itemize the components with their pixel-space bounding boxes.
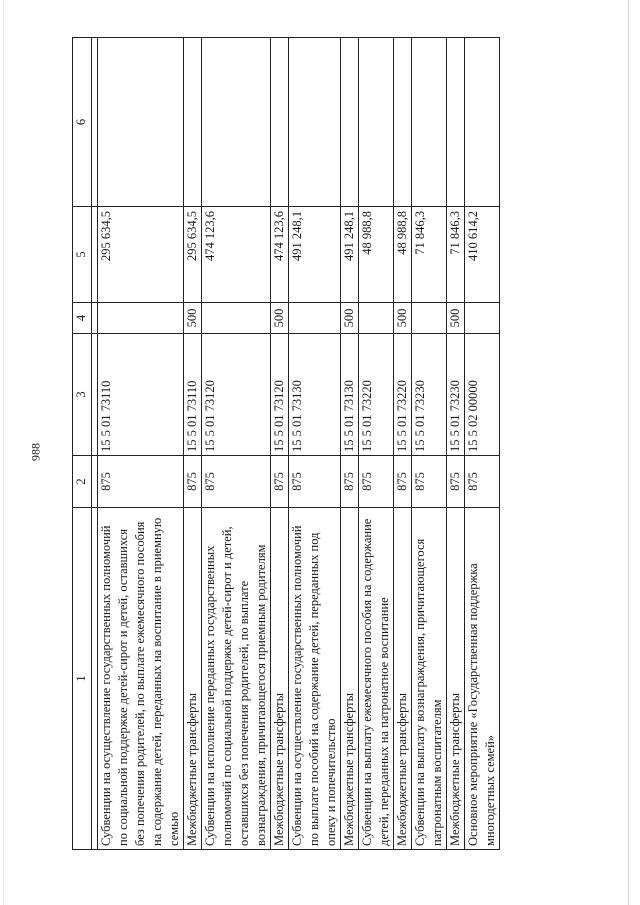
column-header-3: 3	[73, 334, 92, 456]
amount: 474 123,6	[271, 207, 289, 303]
amount: 410 614,2	[465, 207, 500, 303]
scan-edge-line-left	[3, 0, 4, 905]
ministry-code: 875	[359, 456, 394, 508]
expense-type-code: 500	[271, 303, 289, 334]
header-row	[73, 38, 92, 850]
expense-type-code	[465, 303, 500, 334]
target-article-code: 15 5 01 73220	[359, 334, 394, 456]
amount: 491 248,1	[341, 207, 359, 303]
amount: 48 988,8	[359, 207, 394, 303]
row-name: Субвенции на выплату ежемесячного пособия на содержание детей, переданных на патронатное воспитание	[359, 508, 394, 850]
target-article-code: 15 5 01 73230	[447, 334, 465, 456]
target-article-code: 15 5 01 73110	[98, 334, 184, 456]
extra-value	[202, 38, 271, 207]
table-row	[359, 38, 394, 850]
ministry-code: 875	[184, 456, 202, 508]
budget-table	[72, 37, 500, 850]
row-name: Межбюджетные трансферты	[447, 508, 465, 850]
extra-value	[447, 38, 465, 207]
column-header-5: 5	[73, 207, 92, 303]
ministry-code: 875	[447, 456, 465, 508]
ministry-code: 875	[394, 456, 412, 508]
column-header-2: 2	[73, 456, 92, 508]
table-row	[394, 38, 412, 850]
ministry-code: 875	[465, 456, 500, 508]
amount: 491 248,1	[289, 207, 341, 303]
table-row	[271, 38, 289, 850]
budget-table-sheet	[72, 38, 607, 850]
ministry-code: 875	[202, 456, 271, 508]
row-name: Субвенции на осуществление государственных полномочий по социальной поддержке детей-сирот и детей, оставшихся без попечения родителей, по выплате ежемесячного пособия на содержание детей, переданных на воспитание в приемную семью	[98, 508, 184, 850]
ministry-code: 875	[341, 456, 359, 508]
expense-type-code	[412, 303, 447, 334]
row-name: Субвенции на исполнение переданных государственных полномочий по социальной поддержке детей-сирот и детей, оставшихся без попечения родителей, по выплате вознаграждения, причитающегося приемным родителям	[202, 508, 271, 850]
row-name: Межбюджетные трансферты	[184, 508, 202, 850]
extra-value	[465, 38, 500, 207]
target-article-code: 15 5 01 73120	[202, 334, 271, 456]
extra-value	[289, 38, 341, 207]
expense-type-code: 500	[447, 303, 465, 334]
ministry-code: 875	[412, 456, 447, 508]
table-row	[98, 38, 184, 850]
row-name: Субвенции на осуществление государственных полномочий по выплате пособий на содержание детей, переданных под опеку и попечительство	[289, 508, 341, 850]
amount: 295 634,5	[98, 207, 184, 303]
amount: 474 123,6	[202, 207, 271, 303]
target-article-code: 15 5 01 73230	[412, 334, 447, 456]
row-name: Межбюджетные трансферты	[341, 508, 359, 850]
table-row	[184, 38, 202, 850]
target-article-code: 15 5 01 73110	[184, 334, 202, 456]
amount: 71 846,3	[412, 207, 447, 303]
page-number: 988	[28, 443, 43, 461]
target-article-code: 15 5 02 00000	[465, 334, 500, 456]
scan-edge-line	[628, 0, 629, 905]
amount: 71 846,3	[447, 207, 465, 303]
target-article-code: 15 5 01 73130	[289, 334, 341, 456]
table-row	[465, 38, 500, 850]
row-name: Межбюджетные трансферты	[394, 508, 412, 850]
expense-type-code: 500	[394, 303, 412, 334]
amount: 48 988,8	[394, 207, 412, 303]
ministry-code: 875	[289, 456, 341, 508]
extra-value	[412, 38, 447, 207]
row-name: Основное мероприятие «Государственная поддержка многодетных семей»	[465, 508, 500, 850]
table-row	[412, 38, 447, 850]
expense-type-code	[202, 303, 271, 334]
extra-value	[98, 38, 184, 207]
target-article-code: 15 5 01 73130	[341, 334, 359, 456]
extra-value	[184, 38, 202, 207]
table-row	[202, 38, 271, 850]
ministry-code: 875	[98, 456, 184, 508]
target-article-code: 15 5 01 73220	[394, 334, 412, 456]
extra-value	[341, 38, 359, 207]
table-row	[447, 38, 465, 850]
expense-type-code	[98, 303, 184, 334]
extra-value	[271, 38, 289, 207]
expense-type-code	[289, 303, 341, 334]
table-body	[92, 38, 500, 850]
expense-type-code	[359, 303, 394, 334]
extra-value	[359, 38, 394, 207]
expense-type-code: 500	[184, 303, 202, 334]
column-header-1: 1	[73, 508, 92, 850]
expense-type-code: 500	[341, 303, 359, 334]
ministry-code: 875	[271, 456, 289, 508]
column-header-4: 4	[73, 303, 92, 334]
table-row	[289, 38, 341, 850]
column-header-6: 6	[73, 38, 92, 207]
amount: 295 634,5	[184, 207, 202, 303]
extra-value	[394, 38, 412, 207]
row-name: Субвенции на выплату вознаграждения, причитающегося патронатным воспитателям	[412, 508, 447, 850]
target-article-code: 15 5 01 73120	[271, 334, 289, 456]
table-row	[341, 38, 359, 850]
row-name: Межбюджетные трансферты	[271, 508, 289, 850]
